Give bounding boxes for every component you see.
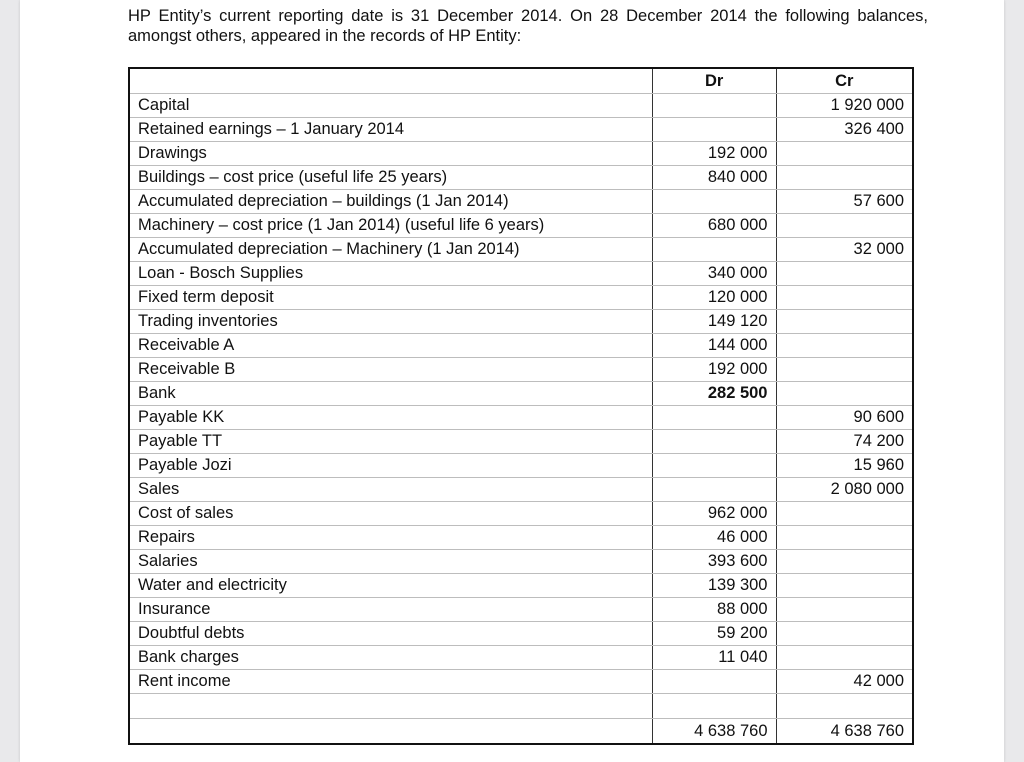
- row-label: Insurance: [129, 598, 652, 622]
- row-debit: [652, 190, 776, 214]
- row-label: Payable Jozi: [129, 454, 652, 478]
- row-debit: [652, 238, 776, 262]
- row-debit: 139 300: [652, 574, 776, 598]
- row-credit: [776, 142, 913, 166]
- table-header-row: [129, 68, 913, 94]
- row-label: Repairs: [129, 526, 652, 550]
- row-label: Rent income: [129, 670, 652, 694]
- table-row: [129, 670, 913, 694]
- row-label: Bank charges: [129, 646, 652, 670]
- row-credit: [776, 262, 913, 286]
- row-label: Bank: [129, 382, 652, 406]
- row-label: Fixed term deposit: [129, 286, 652, 310]
- row-label: Machinery – cost price (1 Jan 2014) (useful life 6 years): [129, 214, 652, 238]
- row-debit: 192 000: [652, 142, 776, 166]
- row-debit: 59 200: [652, 622, 776, 646]
- row-credit: [776, 550, 913, 574]
- row-credit: 74 200: [776, 430, 913, 454]
- header-description-cell: [129, 68, 652, 94]
- row-label: Water and electricity: [129, 574, 652, 598]
- row-label: Accumulated depreciation – buildings (1 Jan 2014): [129, 190, 652, 214]
- table-row: [129, 358, 913, 382]
- row-label: Salaries: [129, 550, 652, 574]
- row-credit: [776, 598, 913, 622]
- table-row: [129, 262, 913, 286]
- table-row: [129, 406, 913, 430]
- table-row: [129, 502, 913, 526]
- totals-row: [129, 719, 913, 745]
- table-row: [129, 550, 913, 574]
- table-row: [129, 478, 913, 502]
- table-row: [129, 430, 913, 454]
- table-row: [129, 454, 913, 478]
- table-row: [129, 142, 913, 166]
- intro-paragraph: HP Entity’s current reporting date is 31 December 2014. On 28 December 2014 the following balances, amongst others, appeared in the records of HP Entity:: [128, 7, 928, 45]
- row-label: Receivable A: [129, 334, 652, 358]
- row-credit: 326 400: [776, 118, 913, 142]
- row-debit: 120 000: [652, 286, 776, 310]
- table-row: [129, 526, 913, 550]
- header-dr: Dr: [652, 68, 776, 94]
- row-label: Retained earnings – 1 January 2014: [129, 118, 652, 142]
- header-cr: Cr: [776, 68, 913, 94]
- table-row: [129, 574, 913, 598]
- row-label: Accumulated depreciation – Machinery (1 Jan 2014): [129, 238, 652, 262]
- table-row: [129, 190, 913, 214]
- row-label: Payable TT: [129, 430, 652, 454]
- document-page: [20, 0, 1004, 762]
- row-debit: 282 500: [652, 382, 776, 406]
- row-debit: [652, 478, 776, 502]
- row-debit: 340 000: [652, 262, 776, 286]
- row-credit: [776, 358, 913, 382]
- row-label: Doubtful debts: [129, 622, 652, 646]
- row-debit: 962 000: [652, 502, 776, 526]
- table-row: [129, 598, 913, 622]
- row-credit: [776, 382, 913, 406]
- table-row: [129, 310, 913, 334]
- row-credit: [776, 646, 913, 670]
- table-row: [129, 334, 913, 358]
- row-credit: 2 080 000: [776, 478, 913, 502]
- row-credit: 57 600: [776, 190, 913, 214]
- row-credit: 1 920 000: [776, 94, 913, 118]
- row-debit: 144 000: [652, 334, 776, 358]
- row-debit: 149 120: [652, 310, 776, 334]
- table-row: [129, 94, 913, 118]
- row-debit: 680 000: [652, 214, 776, 238]
- row-credit: [776, 334, 913, 358]
- row-credit: [776, 286, 913, 310]
- table-row: [129, 646, 913, 670]
- blank-cell: [776, 694, 913, 719]
- row-credit: 15 960: [776, 454, 913, 478]
- row-credit: [776, 310, 913, 334]
- table-row: [129, 622, 913, 646]
- blank-row: [129, 694, 913, 719]
- row-credit: [776, 574, 913, 598]
- table-row: [129, 238, 913, 262]
- table-row: [129, 166, 913, 190]
- row-label: Loan - Bosch Supplies: [129, 262, 652, 286]
- row-debit: 840 000: [652, 166, 776, 190]
- row-credit: [776, 214, 913, 238]
- row-credit: [776, 526, 913, 550]
- row-credit: [776, 502, 913, 526]
- row-credit: [776, 622, 913, 646]
- row-debit: [652, 406, 776, 430]
- row-label: Receivable B: [129, 358, 652, 382]
- table-row: [129, 382, 913, 406]
- row-label: Drawings: [129, 142, 652, 166]
- row-label: Buildings – cost price (useful life 25 years): [129, 166, 652, 190]
- row-debit: [652, 430, 776, 454]
- row-debit: [652, 670, 776, 694]
- row-debit: [652, 94, 776, 118]
- row-credit: 32 000: [776, 238, 913, 262]
- row-label: Payable KK: [129, 406, 652, 430]
- blank-cell: [129, 694, 652, 719]
- table-row: [129, 118, 913, 142]
- table-row: [129, 214, 913, 238]
- total-credit: 4 638 760: [776, 719, 913, 745]
- row-label: Sales: [129, 478, 652, 502]
- row-credit: 90 600: [776, 406, 913, 430]
- row-debit: [652, 118, 776, 142]
- row-label: Cost of sales: [129, 502, 652, 526]
- row-credit: [776, 166, 913, 190]
- table-row: [129, 286, 913, 310]
- row-debit: 393 600: [652, 550, 776, 574]
- row-debit: 88 000: [652, 598, 776, 622]
- row-debit: 11 040: [652, 646, 776, 670]
- row-label: Trading inventories: [129, 310, 652, 334]
- row-credit: 42 000: [776, 670, 913, 694]
- totals-label-cell: [129, 719, 652, 745]
- trial-balance-table: [128, 67, 914, 745]
- row-label: Capital: [129, 94, 652, 118]
- row-debit: 192 000: [652, 358, 776, 382]
- total-debit: 4 638 760: [652, 719, 776, 745]
- row-debit: 46 000: [652, 526, 776, 550]
- row-debit: [652, 454, 776, 478]
- blank-cell: [652, 694, 776, 719]
